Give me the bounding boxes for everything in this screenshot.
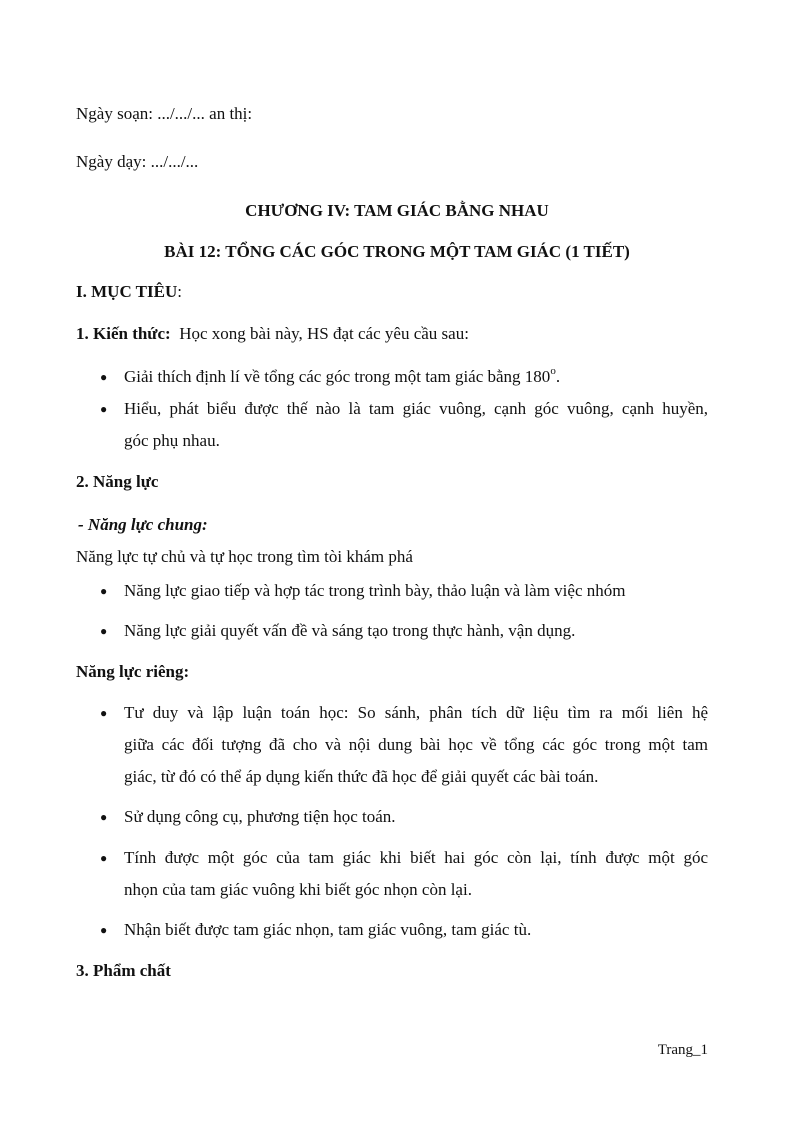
lesson-title: BÀI 12: TỔNG CÁC GÓC TRONG MỘT TAM GIÁC (1 TIẾT) [164, 242, 630, 261]
rieng-bullet-1-line2: giữa các đối tượng đã cho và nội dung bài học về tổng các góc trong một tam [124, 735, 708, 754]
rieng-bullet-3-line2: nhọn của tam giác vuông khi biết góc nhọn còn lại. [124, 880, 472, 899]
rieng-bullet-4: Nhận biết được tam giác nhọn, tam giác vuông, tam giác tù. [124, 920, 532, 939]
bullet-icon: ● [100, 624, 108, 638]
bullet-icon: ● [100, 923, 108, 937]
ngay-soan: Ngày soạn: .../.../... an thị: [76, 104, 253, 123]
muc-tieu-heading-text: I. MỤC TIÊU [76, 282, 178, 301]
bullet-icon: ● [100, 851, 108, 865]
bullet-icon: ● [100, 402, 108, 416]
pham-chat-heading: 3. Phẩm chất [76, 961, 171, 980]
kien-thuc-line [76, 324, 469, 344]
chapter-title: CHƯƠNG IV: TAM GIÁC BẰNG NHAU [245, 201, 549, 220]
nang-luc-chung-label: - Năng lực chung: [78, 515, 208, 534]
list-item [124, 367, 708, 387]
rieng-bullet-1-line1: Tư duy và lập luận toán học: So sánh, phân tích dữ liệu tìm ra mối liên hệ [124, 703, 708, 722]
nang-luc-rieng-label: Năng lực riêng: [76, 662, 190, 681]
muc-tieu-colon: : [177, 282, 182, 301]
nang-luc-chung-intro: Năng lực tự chủ và tự học trong tìm tòi khám phá [76, 547, 413, 566]
kien-thuc-label: 1. Kiến thức: [76, 324, 171, 343]
kt-bullet-1-text: Giải thích định lí về tổng các góc trong một tam giác bằng 180 [124, 367, 551, 386]
degree-superscript: o [550, 365, 556, 378]
rieng-bullet-2: Sử dụng công cụ, phương tiện học toán. [124, 807, 396, 826]
kien-thuc-text: Học xong bài này, HS đạt các yêu cầu sau: [179, 324, 469, 343]
rieng-bullet-3-line1: Tính được một góc của tam giác khi biết hai góc còn lại, tính được một góc [124, 848, 708, 867]
nang-luc-heading: 2. Năng lực [76, 472, 159, 491]
kt-bullet-2-line1: Hiểu, phát biểu được thế nào là tam giác vuông, cạnh góc vuông, cạnh huyền, [124, 399, 708, 418]
bullet-icon: ● [100, 584, 108, 598]
kt-bullet-1-end: . [555, 367, 561, 386]
chung-bullet-1: Năng lực giao tiếp và hợp tác trong trình bày, thảo luận và làm việc nhóm [124, 581, 626, 600]
chung-bullet-2: Năng lực giải quyết vấn đề và sáng tạo trong thực hành, vận dụng. [124, 621, 576, 640]
section-heading-muc-tieu [76, 282, 182, 302]
page-number: Trang_1 [657, 1042, 708, 1058]
bullet-icon: ● [100, 810, 108, 824]
bullet-icon: ● [100, 370, 108, 384]
bullet-icon: ● [100, 706, 108, 720]
ngay-day: Ngày dạy: .../.../... [76, 152, 199, 171]
kt-bullet-2-line2: góc phụ nhau. [124, 431, 220, 450]
rieng-bullet-1-line3: giác, từ đó có thể áp dụng kiến thức đã học để giải quyết các bài toán. [124, 767, 599, 786]
